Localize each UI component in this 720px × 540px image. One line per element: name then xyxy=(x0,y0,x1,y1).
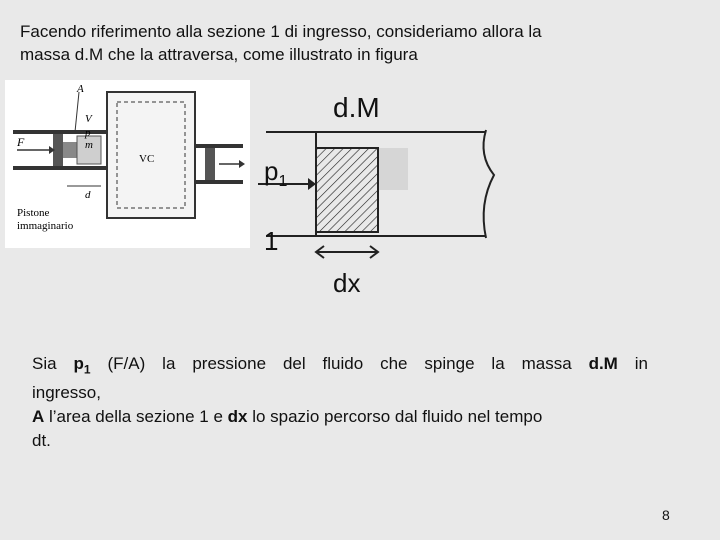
intro-line-1: Facendo riferimento alla sezione 1 di ingresso, consideriamo allora la xyxy=(20,22,542,41)
body-line-3 xyxy=(32,405,648,429)
dx-label: dx xyxy=(333,268,361,298)
outlet-arrowhead xyxy=(239,160,245,168)
caption-line-2: immaginario xyxy=(17,220,74,232)
section-label: 1 xyxy=(264,226,279,256)
body-area-text: l’area della sezione 1 e xyxy=(44,407,228,427)
body-text xyxy=(32,352,648,453)
body-in: in xyxy=(617,354,649,373)
body-sia: Sia xyxy=(32,354,74,373)
piston-diagram xyxy=(5,80,250,248)
intro-line-2: massa d.M che la attraversa, come illustrato in figura xyxy=(20,45,418,64)
label-vc: VC xyxy=(139,153,155,165)
body-p1-base: p xyxy=(73,354,84,373)
outlet-pipe-bottom xyxy=(195,180,243,184)
piston-figure xyxy=(5,80,250,248)
mass-label: d.M xyxy=(333,92,380,123)
body-dx: dx xyxy=(227,407,248,427)
body-line-1 xyxy=(32,352,648,381)
label-v: V xyxy=(85,113,92,125)
label-p: p xyxy=(85,127,91,139)
inlet-pipe-bottom xyxy=(13,166,113,170)
outlet-piston xyxy=(205,148,215,180)
piston-rod xyxy=(63,142,77,158)
body-p1-rest: (F/A) la pressione del fluido che spinge la massa xyxy=(90,354,589,373)
label-a: A xyxy=(77,83,84,95)
body-a: A xyxy=(32,407,45,427)
mass-element-diagram xyxy=(250,80,550,310)
area-leader xyxy=(75,92,79,132)
body-p1-sub: 1 xyxy=(83,362,91,377)
body-dm: d.M xyxy=(588,354,618,373)
pressure-label-sub: 1 xyxy=(278,173,288,190)
pressure-label-base: p xyxy=(264,156,279,186)
label-f: F xyxy=(17,135,25,149)
label-m: m xyxy=(85,139,93,151)
body-line-4: dt. xyxy=(32,431,51,451)
body-line-2: ingresso, xyxy=(32,383,101,403)
outlet-pipe-top xyxy=(195,144,243,148)
caption-line-1: Pistone xyxy=(17,207,50,219)
break-line xyxy=(484,130,494,238)
body-p1-symbol xyxy=(73,354,91,377)
body-dx-text: lo spazio percorso dal fluido nel tempo xyxy=(247,407,543,427)
mass-element-figure xyxy=(250,80,550,310)
intro-text xyxy=(20,20,680,66)
page-number: 8 xyxy=(662,507,670,523)
label-d: d xyxy=(85,189,91,201)
pressure-label xyxy=(264,156,287,191)
mass-shadow xyxy=(378,148,408,190)
inlet-pipe-top xyxy=(13,130,113,134)
mass-element xyxy=(316,148,378,232)
pressure-arrowhead xyxy=(308,178,316,190)
